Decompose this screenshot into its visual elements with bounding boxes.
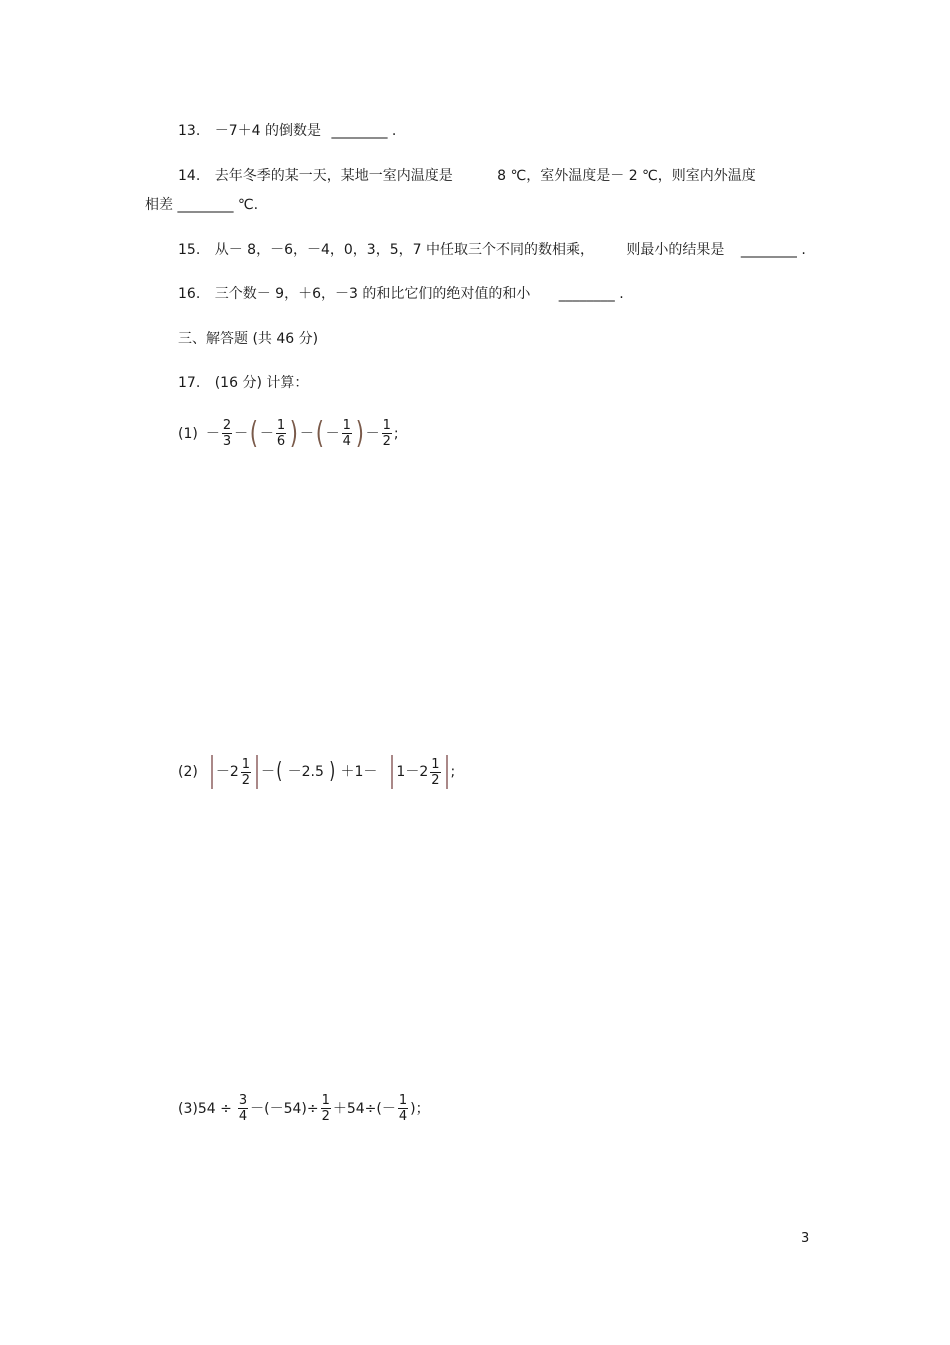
minus-sign: － bbox=[365, 425, 380, 442]
question-text: 则最小的结果是 bbox=[626, 242, 725, 258]
minus-sign: － bbox=[299, 425, 314, 442]
negative-sign: － bbox=[259, 425, 274, 442]
denominator: 4 bbox=[238, 1109, 248, 1124]
abs-bar-left bbox=[211, 755, 213, 789]
numerator: 1 bbox=[342, 418, 351, 433]
punctuation: ; bbox=[450, 764, 456, 780]
question-15 bbox=[178, 240, 806, 260]
problem-label: (1) bbox=[178, 425, 198, 442]
paren-open: ( bbox=[276, 759, 283, 784]
question-text: 三个数－ 9，＋6，－3 的和比它们的绝对值的和小 bbox=[214, 286, 531, 302]
punctuation: . bbox=[801, 242, 806, 258]
question-text-values: 8 ℃，室外温度是－ 2 ℃，则室内外温度 bbox=[497, 168, 756, 184]
fraction bbox=[238, 1093, 248, 1124]
unit: ℃. bbox=[237, 197, 259, 213]
question-text: 去年冬季的某一天，某地一室内温度是 bbox=[214, 168, 453, 184]
paren-close: ) bbox=[329, 759, 336, 784]
question-number: 16. bbox=[178, 286, 201, 302]
question-number: 15. bbox=[178, 242, 201, 258]
denominator: 2 bbox=[431, 772, 440, 788]
minus-sign: － bbox=[205, 425, 220, 442]
negative-sign: － bbox=[325, 425, 340, 442]
question-number: 14. bbox=[178, 168, 201, 184]
fraction bbox=[321, 1093, 331, 1124]
plus-expression: ＋1－ bbox=[340, 764, 378, 780]
denominator: 2 bbox=[241, 772, 251, 788]
section-heading bbox=[178, 329, 318, 349]
problem-1 bbox=[178, 415, 399, 451]
inner-value: －2.5 bbox=[287, 764, 324, 780]
expression-middle: ＋54÷(－ bbox=[332, 1100, 396, 1117]
fraction bbox=[342, 418, 352, 449]
question-17 bbox=[178, 373, 308, 393]
fraction bbox=[430, 757, 440, 788]
punctuation: . bbox=[619, 286, 624, 302]
question-14-line-2 bbox=[145, 195, 258, 215]
problem-label: (3)54 ÷ bbox=[178, 1100, 232, 1117]
question-text: 相差 bbox=[145, 197, 173, 213]
answer-blank: ________ bbox=[177, 197, 234, 213]
punctuation: )； bbox=[410, 1100, 430, 1117]
numerator: 1 bbox=[276, 418, 286, 433]
fraction bbox=[398, 1093, 408, 1124]
numerator: 1 bbox=[241, 756, 251, 772]
answer-blank: ________ bbox=[331, 123, 388, 139]
problem-label: (2) bbox=[178, 764, 198, 780]
expression-middle: －(－54)÷ bbox=[250, 1100, 319, 1117]
abs-bar-left bbox=[391, 755, 393, 789]
fraction bbox=[276, 418, 286, 449]
paren-close: ) bbox=[355, 415, 364, 451]
question-16 bbox=[178, 284, 624, 304]
question-number: 17. bbox=[178, 375, 201, 391]
problem-3 bbox=[178, 1093, 430, 1124]
numerator: 1 bbox=[431, 756, 440, 772]
denominator: 4 bbox=[398, 1109, 408, 1124]
denominator: 6 bbox=[276, 434, 286, 449]
answer-blank: ________ bbox=[558, 286, 615, 302]
denominator: 4 bbox=[342, 434, 351, 449]
paren-close: ) bbox=[289, 415, 299, 451]
minus-sign: － bbox=[261, 764, 276, 780]
numerator: 1 bbox=[321, 1093, 330, 1108]
punctuation: ; bbox=[393, 425, 399, 442]
question-text: －7＋4 的倒数是 bbox=[214, 123, 321, 139]
problem-2 bbox=[178, 755, 455, 789]
paren-open: ( bbox=[249, 415, 259, 451]
question-text: 从－ 8，－6，－4，0，3，5，7 中任取三个不同的数相乘， bbox=[214, 242, 594, 258]
fraction bbox=[382, 418, 392, 449]
section-title: 三、解答题 (共 46 分) bbox=[178, 331, 319, 347]
minus-sign: － bbox=[234, 425, 249, 442]
paren-open: ( bbox=[315, 415, 324, 451]
fraction bbox=[222, 418, 232, 449]
denominator: 3 bbox=[222, 434, 232, 449]
question-14 bbox=[178, 166, 756, 186]
page-number: 3 bbox=[801, 1231, 810, 1246]
numerator: 2 bbox=[222, 418, 232, 433]
answer-blank: ________ bbox=[740, 242, 797, 258]
numerator: 1 bbox=[398, 1093, 408, 1108]
abs-bar-right bbox=[446, 755, 448, 789]
mixed-number-whole: －2 bbox=[215, 764, 239, 780]
question-13 bbox=[178, 121, 396, 141]
numerator: 1 bbox=[382, 418, 391, 433]
numerator: 3 bbox=[238, 1093, 248, 1108]
denominator: 2 bbox=[321, 1109, 330, 1124]
question-text: (16 分) 计算： bbox=[214, 375, 309, 391]
denominator: 2 bbox=[382, 434, 391, 449]
fraction bbox=[241, 757, 251, 788]
punctuation: . bbox=[391, 123, 397, 139]
abs-bar-right bbox=[256, 755, 258, 789]
question-number: 13. bbox=[178, 123, 201, 139]
abs-inner-expression: 1－2 bbox=[396, 764, 429, 780]
